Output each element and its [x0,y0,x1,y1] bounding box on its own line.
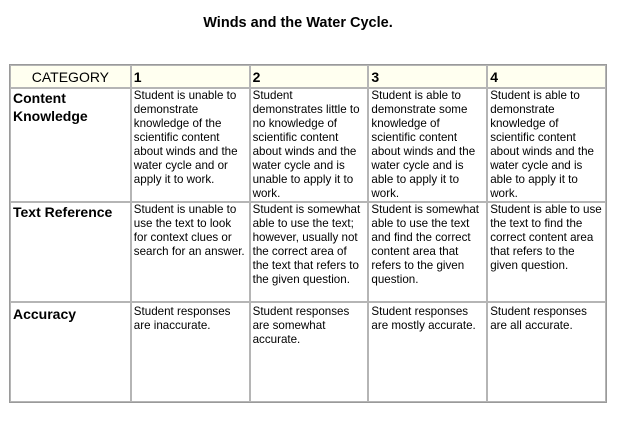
table-cell: Student responses are mostly accurate. [368,302,487,402]
table-header-row [10,65,606,88]
table-cell: Student responses are all accurate. [487,302,606,402]
table-cell: Student responses are somewhat accurate. [250,302,369,402]
table-row [10,202,606,302]
table-cell: Student demonstrates little to no knowledge of scientific content about winds and the water cycle and is unable to apply it to work. [250,88,369,202]
table-cell: Student is able to demonstrate knowledge of scientific content about winds and the water cycle and is able to apply it to work. [487,88,606,202]
page-title: Winds and the Water Cycle. [203,15,393,31]
table-cell: Student is somewhat able to use the text and find the correct content area that refers to the given question. [368,202,487,302]
column-header-3: 3 [368,65,487,88]
table-cell: Student is able to use the text to find the correct content area that refers to the given question. [487,202,606,302]
table-cell: Student is unable to demonstrate knowledge of the scientific content about winds and the water cycle and or apply it to work. [131,88,250,202]
table-cell: Student is unable to use the text to look for context clues or search for an answer. [131,202,250,302]
column-header-2: 2 [250,65,369,88]
table-cell: Student is able to demonstrate some knowledge of scientific content about winds and the water cycle and is able to apply it to work. [368,88,487,202]
column-header-category: CATEGORY [10,65,131,88]
table-row [10,88,606,202]
row-header-content-knowledge: Content Knowledge [10,88,131,202]
column-header-4: 4 [487,65,606,88]
column-header-1: 1 [131,65,250,88]
table-row [10,302,606,402]
row-header-text-reference: Text Reference [10,202,131,302]
rubric-table [9,64,607,403]
row-header-accuracy: Accuracy [10,302,131,402]
table-cell: Student is somewhat able to use the text; however, usually not the correct area of the text that refers to the given question. [250,202,369,302]
table-cell: Student responses are inaccurate. [131,302,250,402]
